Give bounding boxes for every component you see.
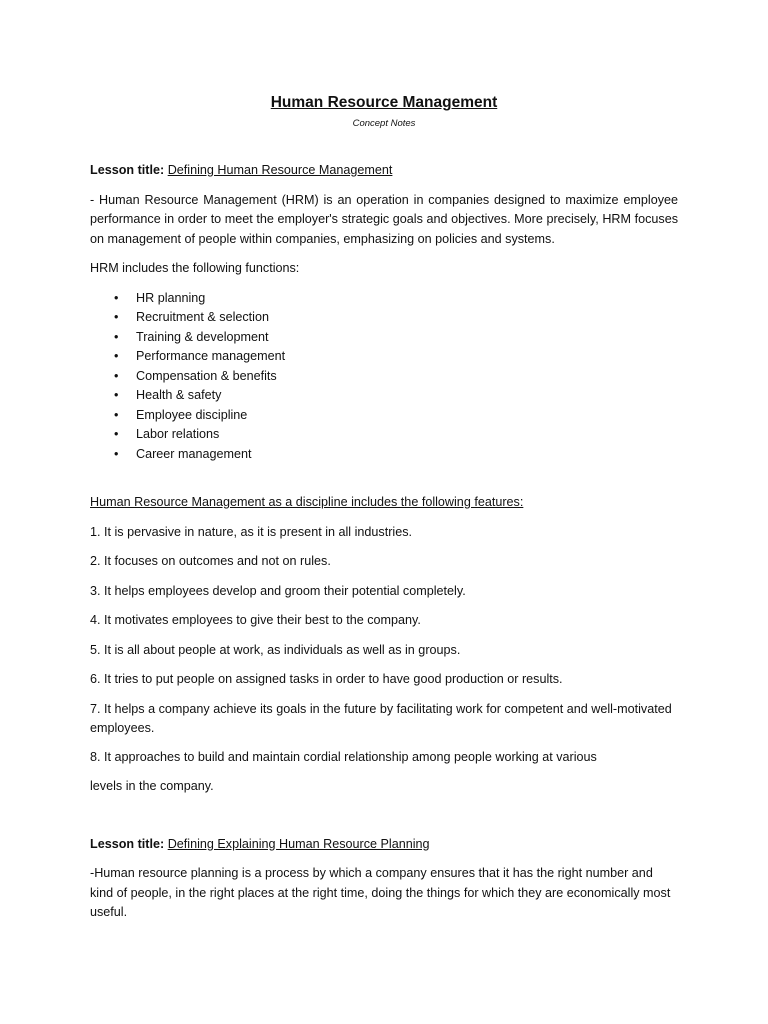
bullet-icon: • bbox=[114, 407, 119, 422]
bullet-icon: • bbox=[114, 310, 119, 324]
list-item bbox=[90, 308, 678, 328]
list-item bbox=[90, 386, 678, 406]
feature-item-continuation: levels in the company. bbox=[90, 779, 214, 793]
lesson-1-heading bbox=[90, 161, 678, 181]
lesson-1-intro: - Human Resource Management (HRM) is an operation in companies designed to maximize employee performance in order to meet the employer's strategic goals and objectives. More precisely, HRM focuses on management of people within companies, emphasizing on policies and systems. bbox=[90, 192, 678, 246]
feature-item: 2. It focuses on outcomes and not on rules. bbox=[90, 554, 331, 568]
list-item bbox=[90, 425, 678, 445]
lesson-2-heading bbox=[90, 835, 678, 855]
bullet-icon: • bbox=[114, 349, 119, 363]
list-item bbox=[90, 347, 678, 367]
feature-item: 5. It is all about people at work, as individuals as well as in groups. bbox=[90, 642, 461, 657]
bullet-icon: • bbox=[114, 368, 119, 383]
bullet-icon: • bbox=[114, 427, 119, 441]
lesson-1-label: Lesson title: bbox=[90, 163, 165, 177]
functions-list bbox=[90, 289, 678, 465]
list-item-text: Training & development bbox=[136, 329, 269, 344]
bullet-icon: • bbox=[114, 329, 119, 344]
document-subtitle: Concept Notes bbox=[352, 118, 416, 129]
list-item-text: Compensation & benefits bbox=[136, 368, 277, 383]
document-body bbox=[90, 161, 678, 923]
functions-intro: HRM includes the following functions: bbox=[90, 261, 300, 275]
list-item bbox=[90, 328, 678, 348]
lesson-2-intro: -Human resource planning is a process by which a company ensures that it has the right number and kind of people, in the right places at the right time, doing the things for which they are economically most useful. bbox=[90, 866, 671, 919]
list-item-text: Health & safety bbox=[136, 388, 222, 402]
lesson-2-title: Defining Explaining Human Resource Planning bbox=[167, 836, 430, 851]
list-item bbox=[90, 367, 678, 387]
lesson-2-label: Lesson title: bbox=[90, 836, 165, 851]
feature-item: 3. It helps employees develop and groom their potential completely. bbox=[90, 583, 466, 598]
list-item bbox=[90, 289, 678, 309]
document-title: Human Resource Management bbox=[270, 94, 498, 111]
feature-item: 1. It is pervasive in nature, as it is present in all industries. bbox=[90, 524, 412, 539]
list-item-text: Career management bbox=[136, 446, 252, 461]
list-item bbox=[90, 445, 678, 465]
feature-item: 8. It approaches to build and maintain cordial relationship among people working at various bbox=[90, 749, 597, 764]
bullet-icon: • bbox=[114, 388, 119, 402]
feature-item: 4. It motivates employees to give their best to the company. bbox=[90, 613, 421, 627]
features-heading: Human Resource Management as a discipline includes the following features: bbox=[90, 495, 524, 509]
list-item bbox=[90, 406, 678, 426]
bullet-icon: • bbox=[114, 446, 119, 461]
feature-item: 7. It helps a company achieve its goals in the future by facilitating work for competent and well-motivated employees. bbox=[90, 701, 672, 735]
list-item-text: Labor relations bbox=[136, 427, 220, 441]
bullet-icon: • bbox=[114, 290, 119, 305]
list-item-text: Performance management bbox=[136, 349, 286, 363]
lesson-1-title: Defining Human Resource Management bbox=[167, 163, 393, 177]
feature-item: 6. It tries to put people on assigned tasks in order to have good production or results. bbox=[90, 672, 563, 686]
list-item-text: Recruitment & selection bbox=[136, 310, 269, 324]
list-item-text: Employee discipline bbox=[136, 407, 248, 422]
list-item-text: HR planning bbox=[136, 290, 206, 305]
